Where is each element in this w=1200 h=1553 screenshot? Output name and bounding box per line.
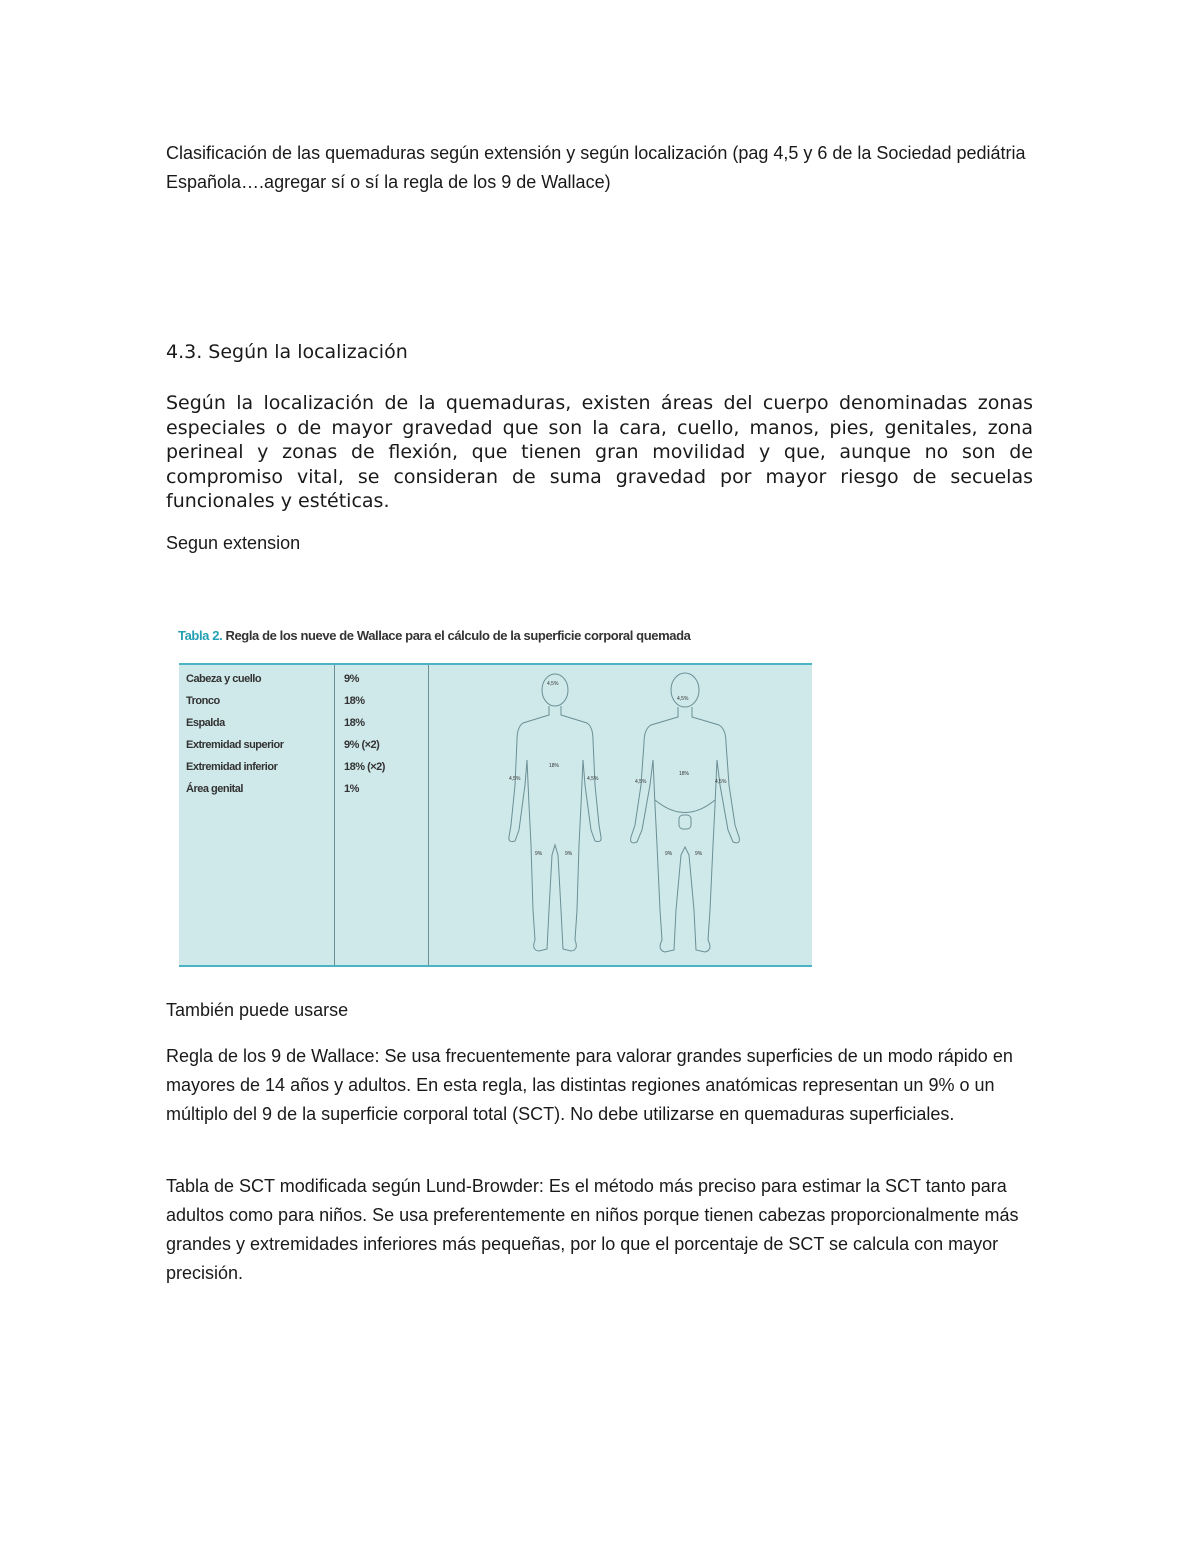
caption-label: Tabla 2. — [178, 628, 223, 643]
row-label: Extremidad superior — [186, 739, 284, 751]
table-row — [186, 781, 426, 803]
row-label: Tronco — [186, 695, 220, 707]
back-trunk-percent: 18% — [549, 763, 560, 769]
front-right-arm-percent: 4,5% — [715, 779, 727, 785]
lund-browder-paragraph: Tabla de SCT modificada según Lund-Browder: Es el método más preciso para estimar la SCT tanto para adultos como para niños. Se usa preferentemente en niños porque tienen cabezas proporcionalmente más grandes y extremidades inferiores más pequeñas, por lo que el porcentaje de SCT se calcula con mayor precisión. — [166, 1176, 1019, 1283]
back-head-percent: 4,5% — [547, 681, 559, 687]
wallace-figure — [176, 628, 816, 968]
row-value: 9% — [344, 673, 359, 685]
back-body-outline — [509, 674, 601, 951]
row-label: Cabeza y cuello — [186, 673, 262, 685]
front-right-leg-percent: 9% — [695, 851, 703, 857]
front-left-leg-percent: 9% — [665, 851, 673, 857]
front-left-arm-percent: 4,5% — [635, 779, 647, 785]
table-row — [186, 759, 426, 781]
also-usable-label: También puede usarse — [166, 1000, 349, 1020]
wallace-paragraph: Regla de los 9 de Wallace: Se usa frecuentemente para valorar grandes superficies de un modo rápido en mayores de 14 años y adultos. En esta regla, las distintas regiones anatómicas representan un 9% o un múltiplo del 9 de la superficie corporal total (SCT). No debe utilizarse en quemaduras superficiales. — [166, 1046, 1013, 1124]
table-row — [186, 693, 426, 715]
intro-paragraph: Clasificación de las quemaduras según extensión y según localización (pag 4,5 y 6 de la Sociedad pediátria Española….agregar sí o sí la regla de los 9 de Wallace) — [166, 143, 1026, 192]
row-value: 18% — [344, 695, 365, 707]
caption-text: Regla de los nueve de Wallace para el cálculo de la superficie corporal quemada — [225, 628, 691, 643]
row-value: 18% (×2) — [344, 761, 385, 773]
back-right-leg-percent: 9% — [565, 851, 573, 857]
front-trunk-percent: 18% — [679, 771, 690, 777]
front-body-outline — [631, 673, 740, 952]
table-row — [186, 737, 426, 759]
figure-caption — [178, 628, 690, 643]
segun-extension-label: Segun extension — [166, 533, 301, 553]
row-value: 18% — [344, 717, 365, 729]
section-heading: 4.3. Según la localización — [166, 341, 408, 363]
body-diagram — [431, 665, 812, 965]
row-label: Extremidad inferior — [186, 761, 278, 773]
row-label: Espalda — [186, 717, 225, 729]
row-label: Área genital — [186, 783, 243, 795]
row-value: 1% — [344, 783, 359, 795]
front-head-percent: 4,5% — [677, 696, 689, 702]
table-row — [186, 671, 426, 693]
row-value: 9% (×2) — [344, 739, 380, 751]
rule-rows — [186, 671, 426, 803]
back-right-arm-percent: 4,5% — [587, 776, 599, 782]
back-left-arm-percent: 4,5% — [509, 776, 521, 782]
figure-table — [179, 663, 812, 967]
back-left-leg-percent: 9% — [535, 851, 543, 857]
section-body: Según la localización de la quemaduras, existen áreas del cuerpo denominadas zonas especiales o de mayor gravedad que son la cara, cuello, manos, pies, genitales, zona perineal y zonas de flexión, que tienen gran movilidad y que, aunque no son de compromiso vital, se consideran de suma gravedad por mayor riesgo de secuelas funcionales y estéticas. — [166, 392, 1033, 513]
table-row — [186, 715, 426, 737]
column-divider — [428, 665, 429, 965]
